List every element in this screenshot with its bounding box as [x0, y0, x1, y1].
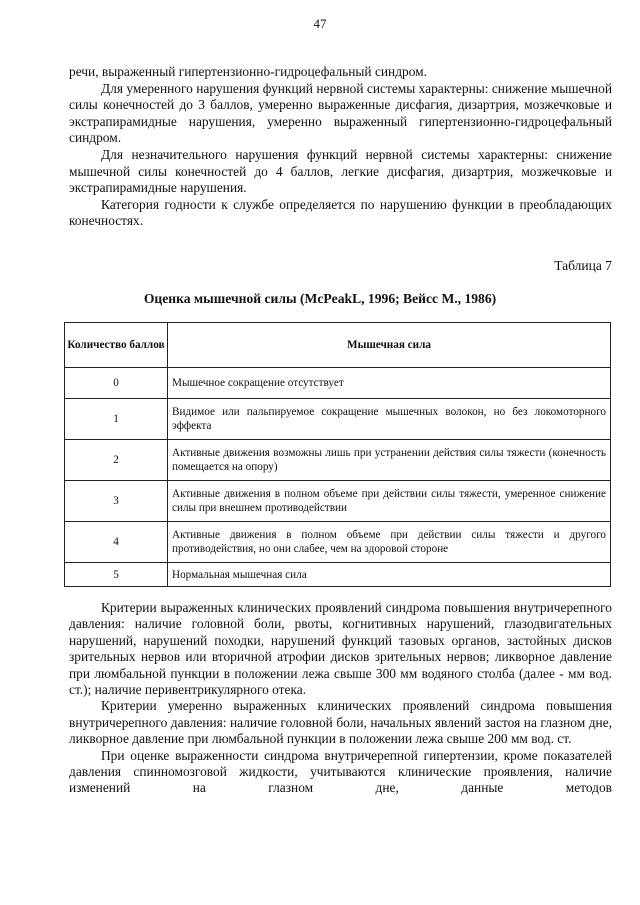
bottom-text-block	[69, 600, 612, 797]
table-label: Таблица 7	[554, 258, 612, 273]
header-score: Количество баллов	[65, 323, 168, 368]
paragraph: Для умеренного нарушения функций нервной системы характерны: снижение мышечной силы конечностей до 3 баллов, умеренно выраженные дисфагия, дизартрия, мозжечковые и экстрапирамидные нарушения, умеренно выраженный гипертензионно-гидроцефальный синдром.	[69, 80, 612, 146]
score-cell: 5	[65, 563, 168, 587]
description-cell: Активные движения в полном объеме при действии силы тяжести и другого противодействия, но они слабее, чем на здоровой стороне	[168, 522, 611, 563]
paragraph: Критерии умеренно выраженных клинических проявлений синдрома повышения внутричерепного давления: наличие головной боли, начальных явлений застоя на глазном дне, ликворное давление при люмбальной пункции в положении лежа свыше 200 мм вод. ст.	[69, 698, 612, 747]
top-text-block	[69, 64, 612, 230]
paragraph: При оценке выраженности синдрома внутричерепной гипертензии, кроме показателей давления спинномозговой жидкости, учитываются клинические проявления, наличие изменений на глазном дне, данные методов	[69, 747, 612, 796]
score-cell: 3	[65, 481, 168, 522]
page-number: 47	[313, 16, 327, 31]
description-cell: Видимое или пальпируемое сокращение мышечных волокон, но без локомоторного эффекта	[168, 399, 611, 440]
description-cell: Нормальная мышечная сила	[168, 563, 611, 587]
muscle-strength-table	[64, 322, 611, 587]
table-header-row	[65, 323, 611, 368]
table-row	[65, 522, 611, 563]
description-cell: Активные движения возможны лишь при устранении действия силы тяжести (конечность помещается на опору)	[168, 440, 611, 481]
table-title: Оценка мышечной силы (McPeakL, 1996; Вейсс М., 1986)	[143, 291, 497, 306]
description-cell: Активные движения в полном объеме при действии силы тяжести, умеренное снижение силы при внешнем противодействии	[168, 481, 611, 522]
table-row	[65, 440, 611, 481]
paragraph: Критерии выраженных клинических проявлений синдрома повышения внутричерепного давления: наличие головной боли, рвоты, когнитивных нарушений, глазодвигательных нарушений, нарушений походки, нарушений функций тазовых органов, застойных дисков зрительных нервов или вторичной атрофии дисков зрительных нервов; ликворное давление при люмбальной пункции в положении лежа свыше 300 мм водяного столба (далее - мм вод. ст.); наличие перивентрикулярного отека.	[69, 600, 612, 698]
table-row	[65, 563, 611, 587]
paragraph: Категория годности к службе определяется по нарушению функции в преобладающих конечностях.	[69, 196, 612, 229]
table-row	[65, 368, 611, 399]
table-row	[65, 399, 611, 440]
description-cell: Мышечное сокращение отсутствует	[168, 368, 611, 399]
paragraph: Для незначительного нарушения функций нервной системы характерны: снижение мышечной силы конечностей до 4 баллов, легкие дисфагия, дизартрия, мозжечковые и экстрапирамидные нарушения.	[69, 146, 612, 196]
score-cell: 0	[65, 368, 168, 399]
header-description: Мышечная сила	[168, 323, 611, 368]
score-cell: 2	[65, 440, 168, 481]
table-row	[65, 481, 611, 522]
score-cell: 1	[65, 399, 168, 440]
paragraph: речи, выраженный гипертензионно-гидроцефальный синдром.	[69, 64, 427, 79]
score-cell: 4	[65, 522, 168, 563]
